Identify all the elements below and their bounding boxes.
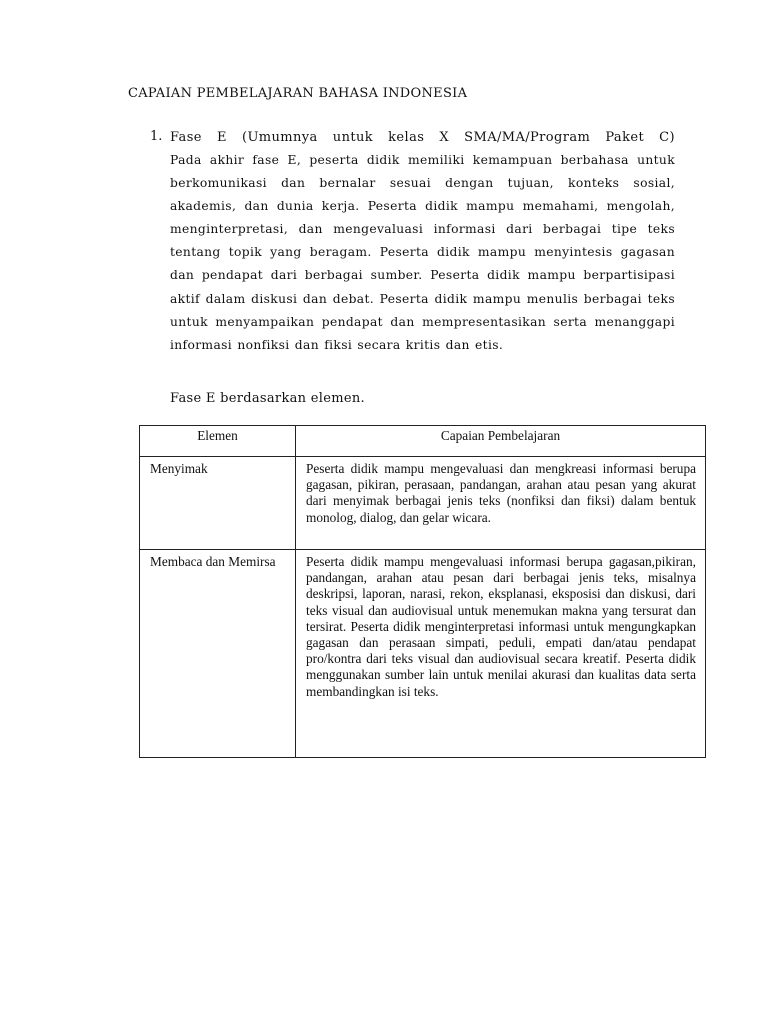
table-row <box>140 457 706 550</box>
table-row <box>140 550 706 758</box>
learning-outcomes-table <box>139 425 706 758</box>
table-cell-capaian: Peserta didik mampu mengevaluasi informasi berupa gagasan,pikiran, pandangan, arahan atau pesan dari berbagai jenis teks, misalnya deskripsi, laporan, narasi, rekon, eksplanasi, eksposisi dan diskusi, dari teks visual dan audiovisual untuk menemukan makna yang tersurat dan tersirat. Peserta didik menginterpretasi informasi untuk mengungkapkan gagasan dan perasaan simpati, peduli, empati dan/atau pendapat pro/kontra dari teks visual dan audiovisual secara kreatif. Peserta didik menggunakan sumber lain untuk menilai akurasi dan kualitas data serta membandingkan isi teks. <box>296 550 706 758</box>
table-header-capaian: Capaian Pembelajaran <box>296 426 706 457</box>
table-header-elemen: Elemen <box>140 426 296 457</box>
table-cell-elemen: Menyimak <box>140 457 296 550</box>
table-cell-capaian: Peserta didik mampu mengevaluasi dan mengkreasi informasi berupa gagasan, pikiran, perasaan, pandangan, arahan atau pesan yang akurat dari menyimak berbagai jenis teks (nonfiksi dan fiksi) dalam bentuk monolog, dialog, dan gelar wicara. <box>296 457 706 550</box>
list-item-paragraph: Pada akhir fase E, peserta didik memiliki kemampuan berbahasa untuk berkomunikasi dan bernalar sesuai dengan tujuan, konteks sosial, akademis, dan dunia kerja. Peserta didik mampu memahami, mengolah, menginterpretasi, dan mengevaluasi informasi dari berbagai tipe teks tentang topik yang beragam. Peserta didik mampu menyintesis gagasan dan pendapat dari berbagai sumber. Peserta didik mampu berpartisipasi aktif dalam diskusi dan debat. Peserta didik mampu menulis berbagai teks untuk menyampaikan pendapat dan mempresentasikan serta menanggapi informasi nonfiksi dan fiksi secara kritis dan etis. <box>170 153 675 352</box>
list-item-number: 1. <box>150 129 163 144</box>
list-item <box>170 126 675 357</box>
section-subheading: Fase E berdasarkan elemen. <box>170 391 365 406</box>
document-title: CAPAIAN PEMBELAJARAN BAHASA INDONESIA <box>128 86 468 101</box>
table-cell-elemen: Membaca dan Memirsa <box>140 550 296 758</box>
list-item-heading: Fase E (Umumnya untuk kelas X SMA/MA/Program Paket C) <box>170 130 675 145</box>
table-header-row <box>140 426 706 457</box>
